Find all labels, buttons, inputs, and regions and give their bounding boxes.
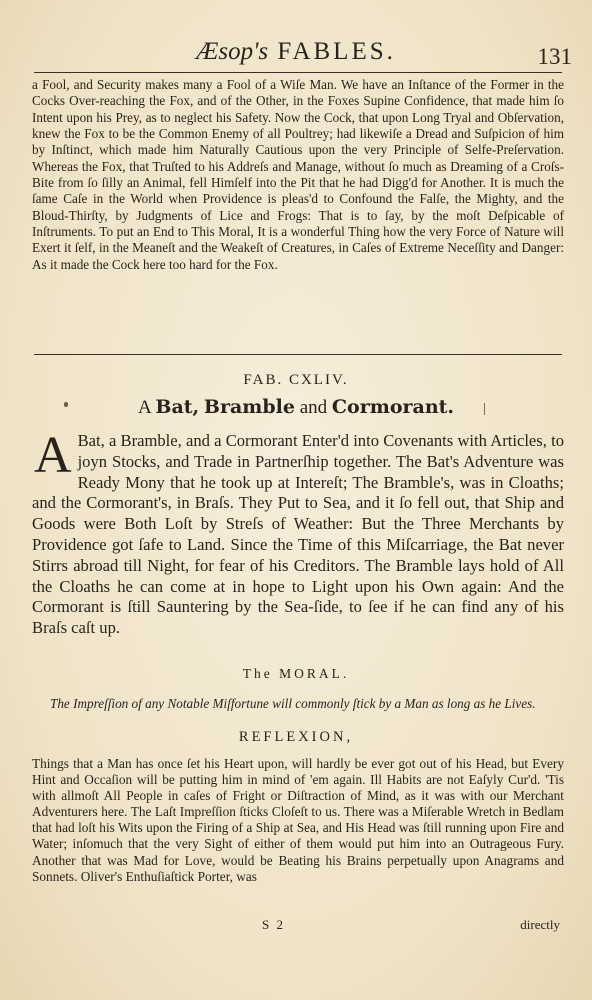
reflexion-text: Things that a Man has once ſet his Heart upon, will hardly be ever got out of his Head, but Every Hint and Occaſion will be putting him in mind of 'em again. Ill Habits are not Eaſyly Cur'd. 'Tis with allmoſt All People in caſes of Fright or Diſtraction of Mind, as it was with our Merchant Adventurers here. The Laſt Impreſſion ſticks Cloſeſt to us. There was a Miſerable Wretch in Bedlam that had loſt his Wits upon the Firing of a Ship at Sea, and His Head was ſtill running upon Fire and Water; inſomuch that the very Sight of either of them would put him into an Outrageous Fury. Another that was Mad for Love, would be Beating his Brains perpetually upon Anagrams and Sonnets. Oliver's Enthuſiaſtick Porter, was bbox=[32, 756, 564, 884]
fable-title bbox=[0, 396, 592, 419]
fable-title-bramble: Bramble bbox=[203, 396, 295, 418]
fable-title-bat: Bat, bbox=[155, 396, 200, 418]
fable-number: FAB. CXLIV. bbox=[243, 372, 349, 388]
fable-text bbox=[32, 427, 564, 639]
previous-fable-paragraph: a Fool, and Security makes many a Fool of a Wiſe Man. We have an Inſtance of the Former in the Cocks Over-reaching the Fox, and of the Other, in the Foxes Supine Confidence, that made him ſo Intent upon his Prey, as to neglect his Safety. Now the Cock, that upon Long Tryal and Obſervation, knew the Fox to be the Common Enemy of all Poultrey; had likewiſe a Dread and Suſpicion of him by Inſtinct, which made him Naturally Cautious upon the very Principle of Selfe-Preſervation. Whereas the Fox, that Truſted to his Addreſs and Manage, without ſo much as Dreaming of a Croſs-Bite from ſo ſilly an Animal, fell Himſelf into the Pit that he had Digg'd for Another. It is much the ſame Caſe in the World when Providence is pleas'd to Confound the Falſe, the Mighty, and the Bloud-Thirſty, by Judgments of Lice and Frogs: That is to ſay, by the moſt Deſpicable of Inſtruments. To put an End to This Moral, It is a wonderful Thing how the very Force of Nature will Exert it ſelf, in the Meaneſt and the Weakeſt of Creatures, in Caſes of Extreme Neceſſity and Danger: As it made the Cock here too hard for the Fox. bbox=[32, 77, 564, 272]
fable-paragraph: Bat, a Bramble, and a Cormorant Enter'd into Covenants with Articles, to joyn Stocks, and Trade in Partnerſhip together. The Bat's Adventure was Ready Mony that he took up at Intereſt; The Bramble's, was in Cloaths; and the Cormorant's, in Braſs. They Put to Sea, and it ſo fell out, that Ship and Goods were Both Loſt by Streſs of Weather: But the Three Merchants by Providence got ſafe to Land. Since the Time of this Miſcarriage, the Bat never Stirrs abroad till Night, for fear of his Creditors. The Bramble lays hold of All the Cloaths he can come at in hope to Light upon his Own again: And the Cormorant is ſtill Sauntering by the Sea-ſide, to ſee if he can find any of his Braſs caſt up. bbox=[32, 431, 564, 638]
previous-fable-text bbox=[32, 77, 564, 273]
running-title bbox=[0, 38, 592, 66]
page-number: 131 bbox=[537, 44, 572, 69]
print-speck bbox=[64, 402, 68, 407]
header-rule bbox=[34, 72, 562, 73]
signature-mark: S 2 bbox=[262, 917, 285, 932]
running-head bbox=[0, 38, 592, 74]
fable-title-a: A bbox=[137, 397, 151, 418]
fable-title-cormorant: Cormorant. bbox=[331, 396, 455, 418]
reflexion-heading: REFLEXION, bbox=[238, 729, 354, 745]
section-rule bbox=[34, 354, 562, 355]
moral-text: The Impreſſion of any Notable Miſfortune will commonly ſtick by a Man as long as he Lives. bbox=[50, 696, 536, 711]
fable-title-and: and bbox=[299, 397, 328, 418]
running-title-fables: FABLES. bbox=[277, 38, 396, 65]
catchword: directly bbox=[520, 917, 560, 932]
drop-cap: A bbox=[34, 427, 72, 484]
running-title-aesop: Æsop's bbox=[196, 38, 269, 65]
moral-heading: The MORAL. bbox=[242, 666, 350, 681]
print-mark bbox=[484, 403, 485, 415]
